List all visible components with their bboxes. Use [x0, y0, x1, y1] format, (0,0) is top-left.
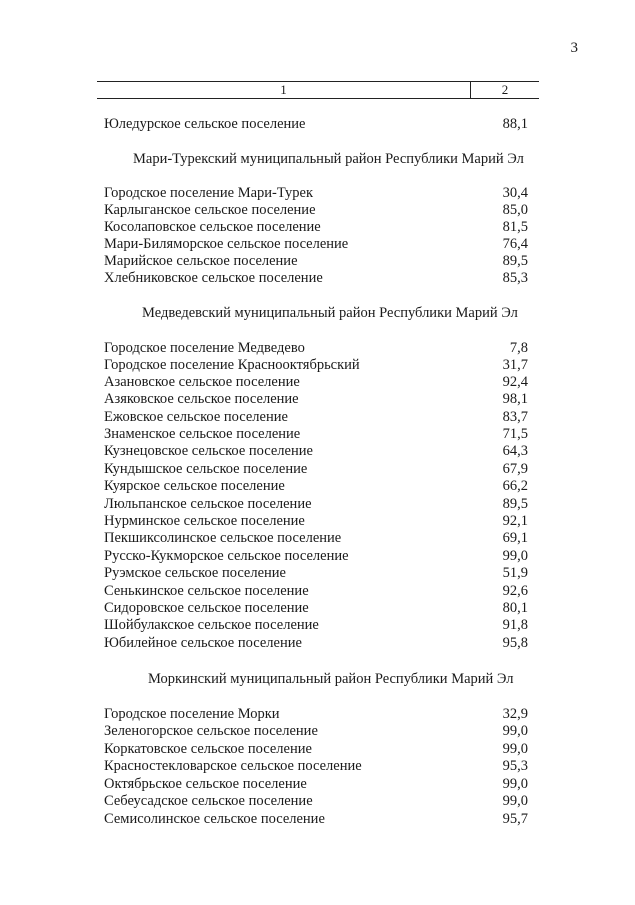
table-row [104, 270, 528, 287]
settlement-value: 92,4 [502, 374, 528, 390]
table-row [104, 583, 528, 600]
table-header [97, 81, 539, 99]
settlement-name: Октябрьское сельское поселение [104, 776, 307, 792]
settlement-name: Сидоровское сельское поселение [104, 600, 309, 616]
table-row [104, 776, 528, 793]
table-row [104, 202, 528, 219]
settlement-value: 85,0 [502, 202, 528, 218]
settlement-value: 66,2 [502, 478, 528, 494]
settlement-value: 99,0 [502, 741, 528, 757]
settlement-value: 71,5 [502, 426, 528, 442]
settlement-name: Марийское сельское поселение [104, 253, 298, 269]
settlement-value: 99,0 [502, 548, 528, 564]
settlement-value: 81,5 [502, 219, 528, 235]
header-column-1: 1 [97, 82, 471, 98]
settlement-name: Коркатовское сельское поселение [104, 741, 312, 757]
settlement-name: Юледурское сельское поселение [104, 116, 306, 132]
table-row [104, 496, 528, 513]
table-row [104, 723, 528, 740]
settlement-value: 83,7 [502, 409, 528, 425]
settlement-name: Люльпанское сельское поселение [104, 496, 312, 512]
settlement-name: Семисолинское сельское поселение [104, 811, 325, 827]
table-row [104, 758, 528, 775]
table-row [104, 443, 528, 460]
settlement-name: Руэмское сельское поселение [104, 565, 286, 581]
settlement-value: 89,5 [502, 496, 528, 512]
table-row [104, 219, 528, 236]
settlement-name: Городское поселение Краснооктябрьский [104, 357, 360, 373]
settlement-value: 92,6 [502, 583, 528, 599]
page-number: 3 [570, 40, 578, 56]
table-row [104, 741, 528, 758]
table-row [104, 116, 528, 133]
settlement-value: 30,4 [502, 185, 528, 201]
header-column-2: 2 [501, 82, 509, 97]
settlement-value: 98,1 [502, 391, 528, 407]
table-row [104, 565, 528, 582]
table-row [104, 793, 528, 810]
table-row [104, 617, 528, 634]
settlement-name: Кузнецовское сельское поселение [104, 443, 313, 459]
settlement-name: Пекшиксолинское сельское поселение [104, 530, 342, 546]
settlement-name: Русско-Кукморское сельское поселение [104, 548, 349, 564]
settlement-value: 51,9 [502, 565, 528, 581]
settlement-name: Азановское сельское поселение [104, 374, 300, 390]
table-row [104, 530, 528, 547]
settlement-value: 7,8 [509, 340, 528, 356]
table-row [104, 340, 528, 357]
settlement-value: 69,1 [502, 530, 528, 546]
table-row [104, 253, 528, 270]
settlement-value: 89,5 [502, 253, 528, 269]
settlement-name: Косолаповское сельское поселение [104, 219, 321, 235]
settlement-value: 99,0 [502, 776, 528, 792]
settlement-name: Городское поселение Морки [104, 706, 280, 722]
table-row [104, 236, 528, 253]
settlement-name: Себеусадское сельское поселение [104, 793, 313, 809]
settlement-value: 80,1 [502, 600, 528, 616]
settlement-value: 95,8 [502, 635, 528, 651]
table-row [104, 811, 528, 828]
settlement-name: Красностекловарское сельское поселение [104, 758, 362, 774]
table-row [104, 461, 528, 478]
table-row [104, 600, 528, 617]
settlement-name: Шойбулакское сельское поселение [104, 617, 319, 633]
settlement-name: Юбилейное сельское поселение [104, 635, 302, 651]
settlement-name: Мари-Биляморское сельское поселение [104, 236, 349, 252]
settlement-name: Сенькинское сельское поселение [104, 583, 309, 599]
settlement-value: 91,8 [502, 617, 528, 633]
table-row [104, 374, 528, 391]
settlement-value: 76,4 [502, 236, 528, 252]
settlement-value: 99,0 [502, 793, 528, 809]
settlement-value: 92,1 [502, 513, 528, 529]
settlement-value: 95,3 [502, 758, 528, 774]
table-row [104, 409, 528, 426]
table-row [104, 185, 528, 202]
settlement-name: Азяковское сельское поселение [104, 391, 299, 407]
settlement-name: Городское поселение Медведево [104, 340, 305, 356]
settlement-name: Городское поселение Мари-Турек [104, 185, 314, 201]
table-row [104, 391, 528, 408]
settlement-name: Зеленогорское сельское поселение [104, 723, 318, 739]
settlement-value: 67,9 [502, 461, 528, 477]
table-row [104, 635, 528, 652]
settlement-name: Куярское сельское поселение [104, 478, 285, 494]
settlement-value: 85,3 [502, 270, 528, 286]
settlement-value: 64,3 [502, 443, 528, 459]
settlement-value: 88,1 [502, 116, 528, 132]
settlement-name: Знаменское сельское поселение [104, 426, 301, 442]
settlement-name: Кундышское сельское поселение [104, 461, 308, 477]
table-row [104, 513, 528, 530]
settlement-value: 99,0 [502, 723, 528, 739]
settlement-name: Нурминское сельское поселение [104, 513, 305, 529]
district-heading: Мари-Турекский муниципальный район Республики Марий Эл [133, 151, 524, 167]
district-heading: Медведевский муниципальный район Республики Марий Эл [142, 305, 518, 321]
settlement-value: 95,7 [502, 811, 528, 827]
settlement-value: 31,7 [502, 357, 528, 373]
settlement-value: 32,9 [502, 706, 528, 722]
table-row [104, 357, 528, 374]
table-row [104, 478, 528, 495]
table-row [104, 706, 528, 723]
table-row [104, 426, 528, 443]
settlement-name: Хлебниковское сельское поселение [104, 270, 323, 286]
settlement-name: Ежовское сельское поселение [104, 409, 288, 425]
table-row [104, 548, 528, 565]
settlement-name: Карлыганское сельское поселение [104, 202, 316, 218]
district-heading: Моркинский муниципальный район Республики Марий Эл [148, 671, 514, 687]
